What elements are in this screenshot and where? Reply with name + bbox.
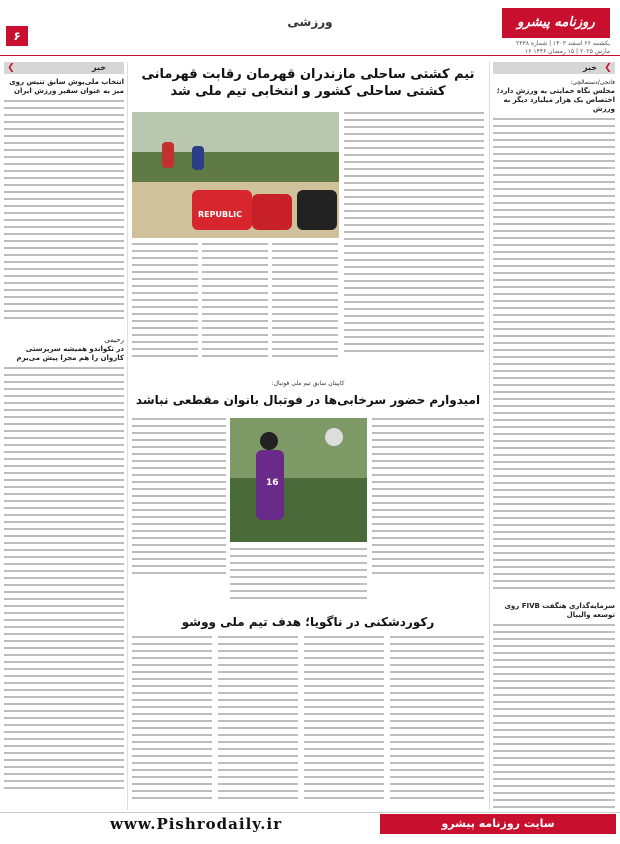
article-body bbox=[344, 112, 484, 362]
left-column-header bbox=[4, 62, 124, 74]
article-title: انتخاب ملی‌پوش سابق تنیس روی میز به عنوان سفیر ورزش ایران bbox=[9, 78, 124, 95]
ball-icon bbox=[325, 428, 343, 446]
article-body bbox=[218, 636, 298, 808]
newspaper-logo: روزنامه پیشرو bbox=[502, 8, 610, 38]
article-body bbox=[493, 118, 615, 596]
article-body bbox=[132, 243, 198, 363]
article-title: در تکواندو همیشه سرپرستی کاروان را هم مجرا پیش می‌برم bbox=[16, 345, 124, 362]
page-number: ۶ bbox=[6, 26, 28, 46]
section-title: ورزشی bbox=[287, 15, 333, 29]
article-body bbox=[202, 243, 268, 363]
chevron-left-icon: ❮ bbox=[604, 63, 612, 73]
header-rule bbox=[0, 55, 620, 56]
kicker: فاتحی/دستمالچی: bbox=[570, 79, 615, 86]
article-title: مجلس نگاه حمایتی به ورزش دارد؛ اختصاص یک هزار میلیارد دیگر به ورزش bbox=[496, 87, 615, 113]
section-label: خبر bbox=[582, 63, 597, 72]
jersey-number: 16 bbox=[266, 478, 279, 488]
right-column-header bbox=[493, 62, 615, 74]
article-body bbox=[272, 243, 338, 363]
story2-headline: امیدوارم حضور سرخابی‌ها در فوتبال بانوان مقطعی نباشد bbox=[135, 393, 481, 407]
page-header bbox=[0, 0, 620, 56]
page-footer bbox=[0, 812, 620, 837]
left-column bbox=[4, 62, 124, 810]
story-kicker: کاپیتان سابق تیم ملی فوتبال: bbox=[271, 380, 345, 387]
section-label: خبر bbox=[91, 63, 106, 72]
article-body bbox=[372, 418, 484, 578]
article-title: سرمایه‌گذاری هنگفت FIVB روی توسعه والیبال bbox=[504, 602, 615, 619]
article-body bbox=[230, 548, 367, 608]
column-divider bbox=[489, 62, 490, 810]
article-body bbox=[390, 636, 484, 808]
right-column bbox=[493, 62, 615, 810]
article-body bbox=[132, 636, 212, 808]
date-line: یکشنبه ۲۶ اسفند ۱۴۰۳ | شماره ۲۳۳۸ ۱۶ مارس ۲۰۲۵ | ۱۵ رمضان ۱۴۴۶ bbox=[516, 40, 610, 55]
article-body bbox=[132, 418, 226, 578]
article-body bbox=[4, 100, 124, 330]
wrestling-photo bbox=[132, 112, 339, 238]
story3-headline: رکوردشکنی در ناگویا؛ هدف تیم ملی ووشو bbox=[181, 615, 435, 629]
photo-text: REPUBLIC bbox=[198, 210, 243, 219]
article-body bbox=[493, 624, 615, 844]
article-body bbox=[4, 367, 124, 807]
column-divider bbox=[127, 62, 128, 810]
kicker: رحیمی bbox=[104, 336, 124, 344]
main-headline: تیم کشتی ساحلی مازندران قهرمان رقابت قهرمانی کشتی ساحلی کشور و انتخابی تیم ملی شد bbox=[141, 67, 475, 99]
article-body bbox=[304, 636, 384, 808]
footer-tagline: سایت روزنامه پیشرو bbox=[380, 814, 616, 834]
website-url[interactable]: www.Pishrodaily.ir bbox=[110, 815, 283, 833]
chevron-left-icon: ❮ bbox=[7, 63, 15, 73]
football-photo bbox=[230, 418, 367, 542]
